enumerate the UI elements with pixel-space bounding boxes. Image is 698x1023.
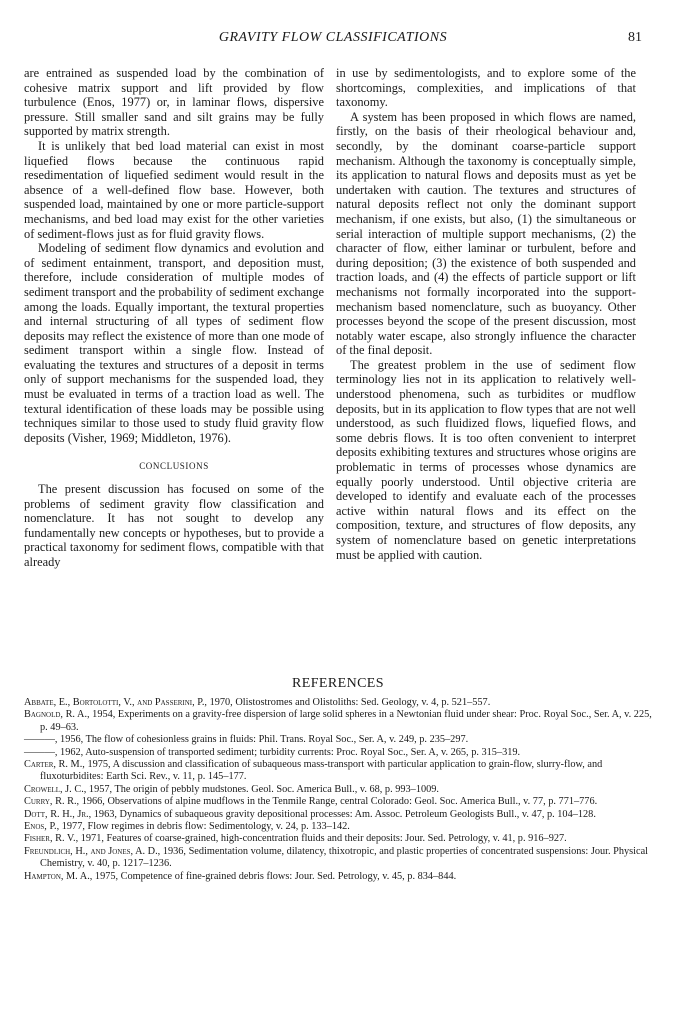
reference-item [24,809,652,821]
references-section [24,676,652,883]
page-number: 81 [628,30,642,45]
reference-item [24,709,652,734]
reference-text: 1956, The flow of cohesionless grains in fluids: Phil. Trans. Royal Soc., Ser. A, v. 249, p. 235–297. [57,734,469,746]
reference-text: 1963, Dynamics of subaqueous gravity depositional processes: Am. Assoc. Petroleum Geologists Bull., v. 47, p. 104–128. [91,808,596,820]
reference-author: Fisher, R. V., [24,833,79,845]
paragraph: It is unlikely that bed load material can exist in most liquefied flows because the continuous rapid resedimentation of liquefied sediment would result in the absence of a well-defined flow base. However, both suspended load, maintained by one or more particle-support mechanisms, and bed load may exist for the other varieties of sediment-flows just as for fluid gravity flows. [24,138,324,241]
reference-item [24,871,652,883]
reference-text: 1977, Flow regimes in debris flow: Sedimentology, v. 24, p. 133–142. [59,821,350,833]
reference-item [24,747,652,759]
reference-author: ———, [24,734,58,746]
reference-author: Hampton, M. A., [24,870,93,882]
paragraph: A system has been proposed in which flows are named, firstly, on the basis of their rheological behaviour and, secondly, by the dominant coarse-particle support mechanism. Although the taxonomy is conceptually simple, its application to natural flows and deposits must as yet be undertaken with caution. The textures and structures of natural deposits reflect not only the dominant support mechanism, if one exists, but also, (1) the simultaneous or serial interaction of multiple support mechanisms, (2) the character of flow, either laminar or turbulent, before and during deposition; (3) the existence of both suspended and traction loads, and (4) the effects of particle support or lift mechanisms not formally incorporated into the support-mechanism based nomenclature, such as buoyancy. Other processes beyond the scope of the present discussion, most notably water escape, also strongly influence the character of the final deposit. [336,109,636,358]
reference-item [24,846,652,871]
reference-text: 1966, Observations of alpine mudflows in the Tenmile Range, central Colorado: Geol. Soc. America Bull., v. 77, p. 771–776. [79,796,598,808]
reference-text: 1971, Features of coarse-grained, high-concentration fluids and their deposits: Jour. Sed. Petrology, v. 41, p. 916–927. [78,833,567,845]
reference-item [24,821,652,833]
reference-item [24,697,652,709]
reference-text: 1962, Auto-suspension of transported sediment; turbidity currents: Proc. Royal Soc., Ser. A, v. 265, p. 315–319. [57,746,521,758]
conclusions-heading: CONCLUSIONS [139,461,209,472]
reference-author: Abbate, E., Bortolotti, V., and Passerini, P., [24,697,208,708]
running-head [24,30,642,50]
paragraph: Modeling of sediment flow dynamics and evolution and of sediment entainment, transport, and deposition must, therefore, include consideration of multiple modes of sediment transport and the probability of sediment exchange among the loads. Equally important, the textural properties and internal structuring of all types of sediment flow deposits may reflect the existence of more than one mode of sediment transport within a single flow. Instead of evaluating the textures and structures of a deposit in terms only of support mechanisms for the suspended load, they must be evaluated in terms of a traction load as well. The textural identification of these loads may be possible using techniques similar to those used to study fluid gravity flow deposits (Visher, 1969; Middleton, 1976). [24,241,324,445]
reference-author: Enos, P., [24,821,60,833]
reference-author: Freundlich, H., and Jones, A. D., [24,845,161,857]
reference-author: Dott, R. H., Jr., [24,808,92,820]
reference-author: Carter, R. M., [24,759,85,771]
reference-item [24,784,652,796]
reference-text: 1975, A discussion and classification of subaqueous mass-transport with particular application to grain-flow, slurry-flow, and fluxoturbidites: Earth Sci. Rev., v. 11, p. 145–177. [40,759,603,783]
reference-text: 1970, Olistostromes and Olistoliths: Sed. Geology, v. 4, p. 521–557. [207,697,491,708]
reference-item [24,796,652,808]
reference-author: Bagnold, R. A., [24,709,90,721]
paragraph: The greatest problem in the use of sediment flow terminology lies not in its application to relatively well-understood phenomena, such as turbidites or mudflow deposits, but in its application to flow types that are not well understood, as such fluidized flows, liquefied flows, and some debris flows. It is too often convenient to interpret deposits exhibiting textures and structures whose origins are problematic in terms of processes whose dynamics are equally poorly understood. Until objective criteria are developed to identify and evaluate each of the processes active within natural flows and its effect on the composition, texture, and structures of flow deposits, any system of nomenclature based on genetic interpretations must be applied with caution. [336,357,636,562]
right-column [336,66,636,562]
reference-item [24,734,652,746]
reference-text: 1957, The origin of pebbly mudstones. Geol. Soc. America Bull., v. 68, p. 993–1009. [86,783,439,795]
left-column [24,66,324,570]
paragraph: The present discussion has focused on some of the problems of sediment gravity flow classification and nomenclature. It has not sought to develop any fundamentally new concepts or hypotheses, but to provide a practical taxonomy for sediment flows, compatible with that already [24,482,324,569]
reference-item [24,833,652,845]
paragraph: are entrained as suspended load by the combination of cohesive matrix support and lift provided by flow turbulence (Enos, 1977) or, in laminar flows, dispersive pressure. Still smaller sand and silt grains may be fully supported by matrix strength. [24,66,324,139]
reference-text: 1975, Competence of fine-grained debris flows: Jour. Sed. Petrology, v. 45, p. 834–844. [92,870,457,882]
reference-text: 1936, Sedimentation volume, dilatency, thixotropic, and plastic properties of concentrated suspensions: Jour. Physical Chemistry, v. 40, p. 1217–1236. [40,845,649,870]
reference-author: ———, [24,746,58,758]
reference-author: Curry, R. R., [24,796,80,808]
reference-item [24,759,652,784]
reference-author: Crowell, J. C., [24,783,87,795]
references-heading: REFERENCES [292,676,384,691]
running-title: GRAVITY FLOW CLASSIFICATIONS [218,30,448,45]
reference-text: 1954, Experiments on a gravity-free dispersion of large solid spheres in a Newtonian fluid under shear: Proc. Royal Soc., Ser. A, v. 225, p. 49–63. [40,709,652,733]
paragraph: in use by sedimentologists, and to explore some of the shortcomings, complexities, and implications of that taxonomy. [336,66,636,110]
